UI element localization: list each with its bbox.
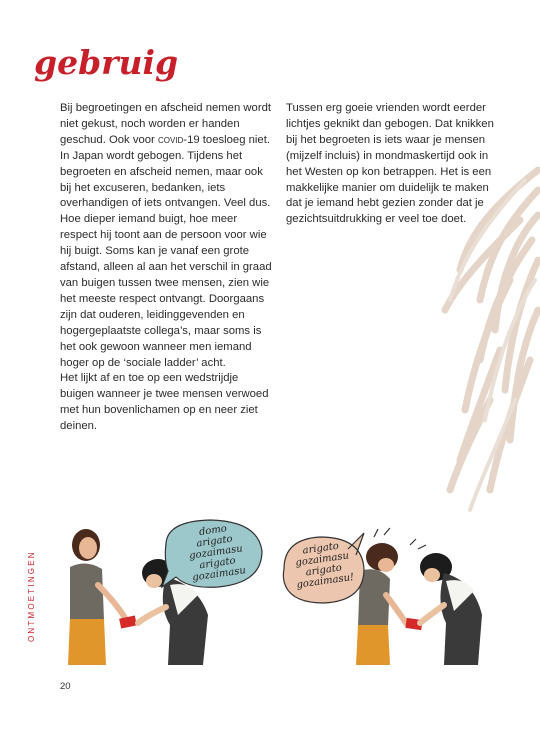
speech-bubble-left-text: domo arigato gozaimasu arigato gozaimasu [188, 523, 247, 584]
paragraph-competition: Het lijkt af en toe op een wedstrijdje buigen wanneer je twee mensen verwoed met hun bovenlichamen op en neer ziet deinen. [60, 372, 269, 433]
section-heading: gebruig [34, 43, 179, 82]
left-text-column [60, 101, 274, 435]
covid-smallcaps: covid-19 [157, 133, 200, 146]
page-number: 20 [60, 681, 71, 692]
bowing-illustration-left [58, 515, 288, 665]
paragraph-respect: Hoe dieper iemand buigt, hoe meer respect hij toont aan de persoon voor wie hij buigt. Soms kan je vanaf een grote afstand, alleen al aan het verschil in graad van buigen tussen twee mensen, zien wie het meeste respect ontvangt. Doorgaans zijn dat ouderen, leidinggevenden en hogergeplaatste collega’s, maar soms is het ook gewoon wanneer men iemand hoger op de ‘sociale ladder’ acht. [60, 213, 272, 369]
paragraph-greeting: Bij begroetingen en afscheid nemen wordt niet gekust, noch worden er handen geschud. Ook voor covid-19 toesloeg niet. In Japan wordt gebogen. Tijdens het begroeten en afscheid nemen, maar ook bij het excuseren, bedanken, iets overhandigen of iets ontvangen. Veel dus. [60, 102, 272, 210]
section-side-label: ONTMOETINGEN [27, 550, 36, 642]
paragraph-friends: Tussen erg goeie vrienden wordt eerder lichtjes geknikt dan gebogen. Dat knikken bij het begroeten is iets waar je mensen (mijzelf incluis) in mondmaskertijd ook in het Westen op kon betrappen. Het is een makkelijke manier om duidelijk te maken dat je iemand hebt gezien zonder dat je gezichtsuitdrukking er veel toe doet. [286, 102, 494, 226]
right-text-column [286, 101, 498, 228]
bowing-illustration-right [278, 515, 508, 665]
speech-bubble-right-text: arigato gozaimasu arigato gozaimasu! [294, 540, 355, 591]
